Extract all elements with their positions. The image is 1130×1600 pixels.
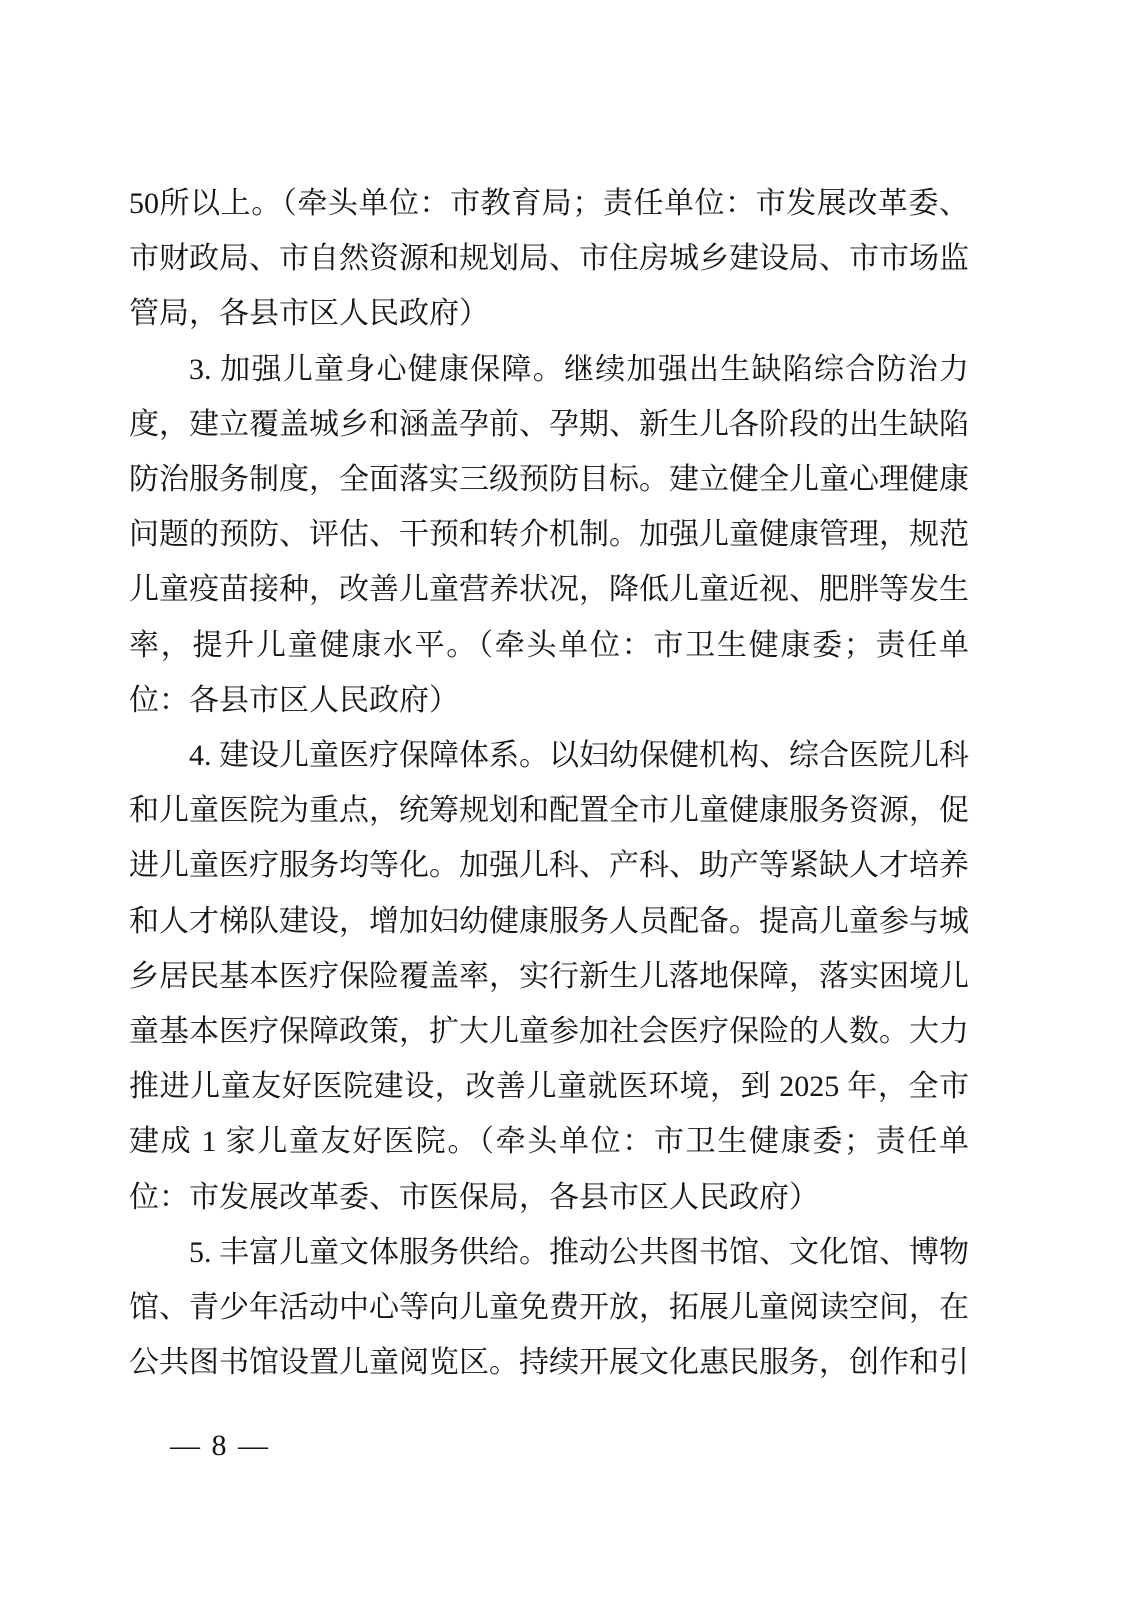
paragraph-item-3: 3. 加强儿童身心健康保障。继续加强出生缺陷综合防治力度，建立覆盖城乡和涵盖孕前、孕期、新生儿各阶段的出生缺陷防治服务制度，全面落实三级预防目标。建立健全儿童心理健康问题的预防、评估、干预和转介机制。加强儿童健康管理，规范儿童疫苗接种，改善儿童营养状况，降低儿童近视、肥胖等发生率，提升儿童健康水平。（牵头单位：市卫生健康委；责任单位：各县市区人民政府） [129,352,969,717]
page-number: — 8 — [170,1429,270,1462]
paragraph-continuation: 50所以上。（牵头单位：市教育局；责任单位：市发展改革委、市财政局、市自然资源和规划局、市住房城乡建设局、市市场监管局，各县市区人民政府） [129,187,969,331]
document-body-text [129,176,969,1390]
paragraph-item-5: 5. 丰富儿童文体服务供给。推动公共图书馆、文化馆、博物馆、青少年活动中心等向儿童免费开放，拓展儿童阅读空间，在公共图书馆设置儿童阅览区。持续开展文化惠民服务，创作和引 [129,1235,969,1380]
paragraph-item-4: 4. 建设儿童医疗保障体系。以妇幼保健机构、综合医院儿科和儿童医院为重点，统筹规划和配置全市儿童健康服务资源，促进儿童医疗服务均等化。加强儿科、产科、助产等紧缺人才培养和人才梯队建设，增加妇幼健康服务人员配备。提高儿童参与城乡居民基本医疗保险覆盖率，实行新生儿落地保障，落实困境儿童基本医疗保障政策，扩大儿童参加社会医疗保险的人数。大力推进儿童友好医院建设，改善儿童就医环境，到 2025 年，全市建成 1 家儿童友好医院。（牵头单位：市卫生健康委；责任单位：市发展改革委、市医保局，各县市区人民政府） [129,739,969,1214]
